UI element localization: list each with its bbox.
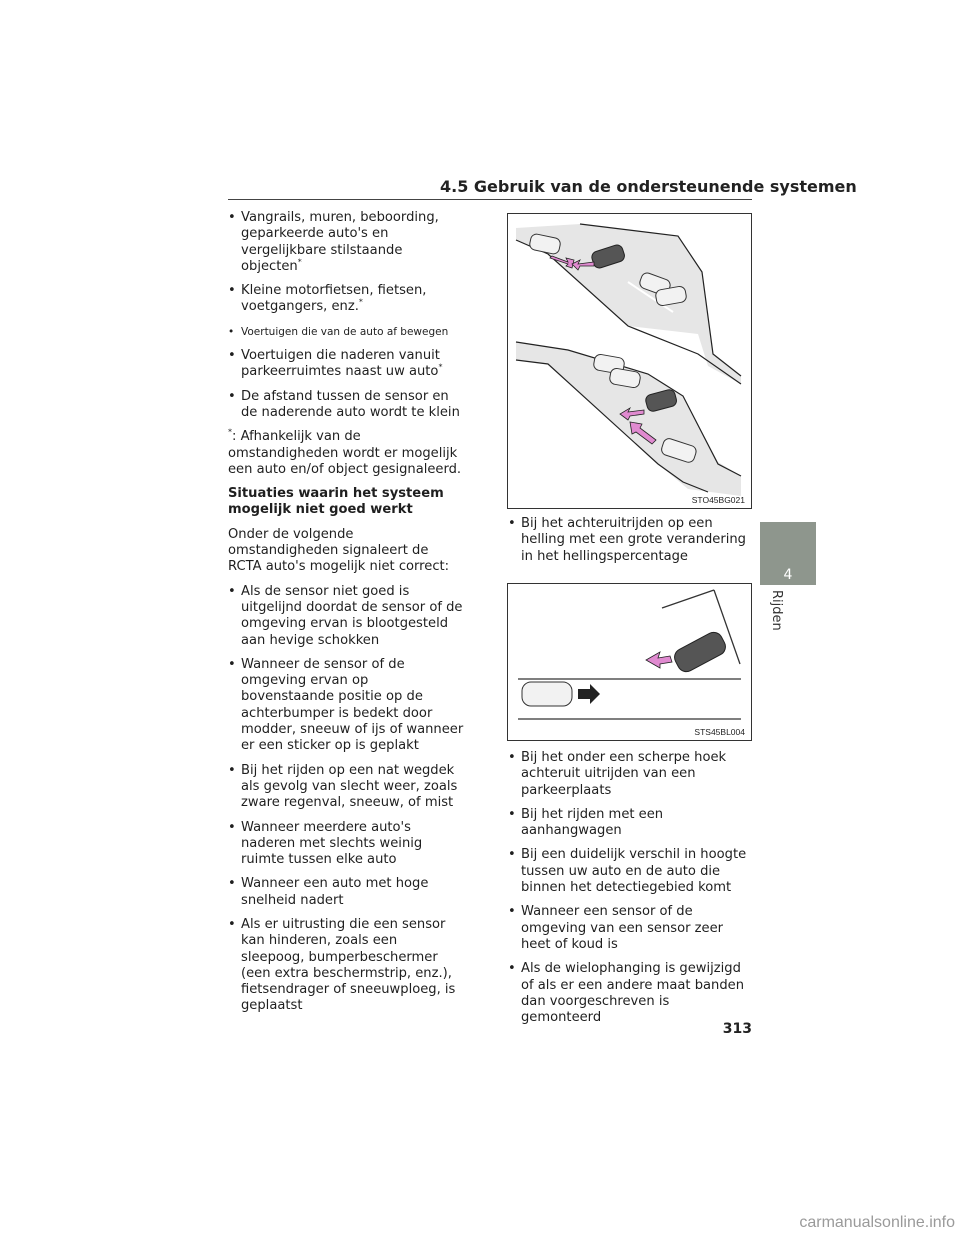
figure-code: STO45BG021 bbox=[691, 495, 745, 505]
list-item: • Vangrails, muren, beboording, geparkeerde auto's en vergelijkbare stilstaande objecten* bbox=[228, 210, 439, 274]
chapter-number: 4 bbox=[783, 567, 793, 583]
list-item: • Voertuigen die naderen vanuit parkeerruimtes naast uw auto* bbox=[228, 348, 443, 380]
list-item: • Bij het onder een scherpe hoek achteruit uitrijden van een parkeerplaats bbox=[508, 750, 727, 798]
car-icon bbox=[522, 682, 572, 706]
subheading: Situaties waarin het systeem mogelijk niet goed werkt bbox=[228, 486, 444, 518]
list-item: • Bij het achteruitrijden op een helling met een grote verandering in het hellingspercentage bbox=[508, 516, 746, 564]
slope-illustration-drawing bbox=[508, 214, 751, 508]
list-item: • Voertuigen die van de auto af bewegen bbox=[228, 325, 449, 338]
right-column bbox=[508, 516, 752, 573]
left-column bbox=[228, 210, 464, 1023]
list-item: • Bij het rijden op een nat wegdek als gevolg van slecht weer, zoals zware regenval, sneeuw, of mist bbox=[228, 762, 458, 811]
list-item: • Wanneer een auto met hoge snelheid nadert bbox=[228, 876, 429, 908]
watermark: carmanualsonline.info bbox=[799, 1214, 955, 1231]
car-icon bbox=[671, 629, 728, 675]
list-item: • Wanneer de sensor of de omgeving ervan op bovenstaande positie op de achterbumper is bedekt door modder, sneeuw of ijs of wanneer er een sticker op is geplakt bbox=[228, 656, 464, 754]
list-item: • Als de wielophanging is gewijzigd of als er een andere maat banden dan voorgeschreven is gemonteerd bbox=[508, 961, 745, 1026]
list-item: • Als de sensor niet goed is uitgelijnd doordat de sensor of de omgeving ervan is blootgesteld aan hevige schokken bbox=[228, 583, 463, 648]
parking-illustration-drawing bbox=[508, 584, 751, 740]
page-number: 313 bbox=[722, 1021, 752, 1037]
list-item: • Bij het rijden met een aanhangwagen bbox=[508, 806, 664, 839]
header-divider bbox=[228, 199, 752, 200]
arrow-icon bbox=[578, 684, 600, 704]
right-column-bottom bbox=[508, 750, 752, 1034]
chapter-tab bbox=[760, 522, 816, 585]
section-title: 4.5 Gebruik van de ondersteunende systemen bbox=[440, 177, 857, 196]
chapter-label: Rijden bbox=[769, 590, 784, 631]
list-item: • Wanneer meerdere auto's naderen met slechts weinig ruimte tussen elke auto bbox=[228, 819, 423, 868]
list-item: • Als er uitrusting die een sensor kan hinderen, zoals een sleepoog, bumperbeschermer (een extra beschermstrip, enz.), fietsendrager of sneeuwploeg, is geplaatst bbox=[228, 916, 456, 1014]
list-item: • Kleine motorfietsen, fietsen, voetgangers, enz.* bbox=[228, 283, 427, 315]
parking-illustration bbox=[507, 583, 752, 741]
intro-paragraph: Onder de volgende omstandigheden signaleert de RCTA auto's mogelijk niet correct: bbox=[228, 526, 450, 575]
figure-code: STS45BL004 bbox=[694, 727, 745, 737]
arrow-icon bbox=[646, 652, 672, 668]
footnote: *: Afhankelijk van de omstandigheden wordt er mogelijk een auto en/of object gesignaleerd. bbox=[228, 427, 462, 477]
list-item: • Bij een duidelijk verschil in hoogte tussen uw auto en de auto die binnen het detectiegebied komt bbox=[508, 847, 747, 896]
slope-illustration bbox=[507, 213, 752, 509]
list-item: • Wanneer een sensor of de omgeving van een sensor zeer heet of koud is bbox=[508, 904, 724, 952]
list-item: • De afstand tussen de sensor en de naderende auto wordt te klein bbox=[228, 388, 460, 420]
